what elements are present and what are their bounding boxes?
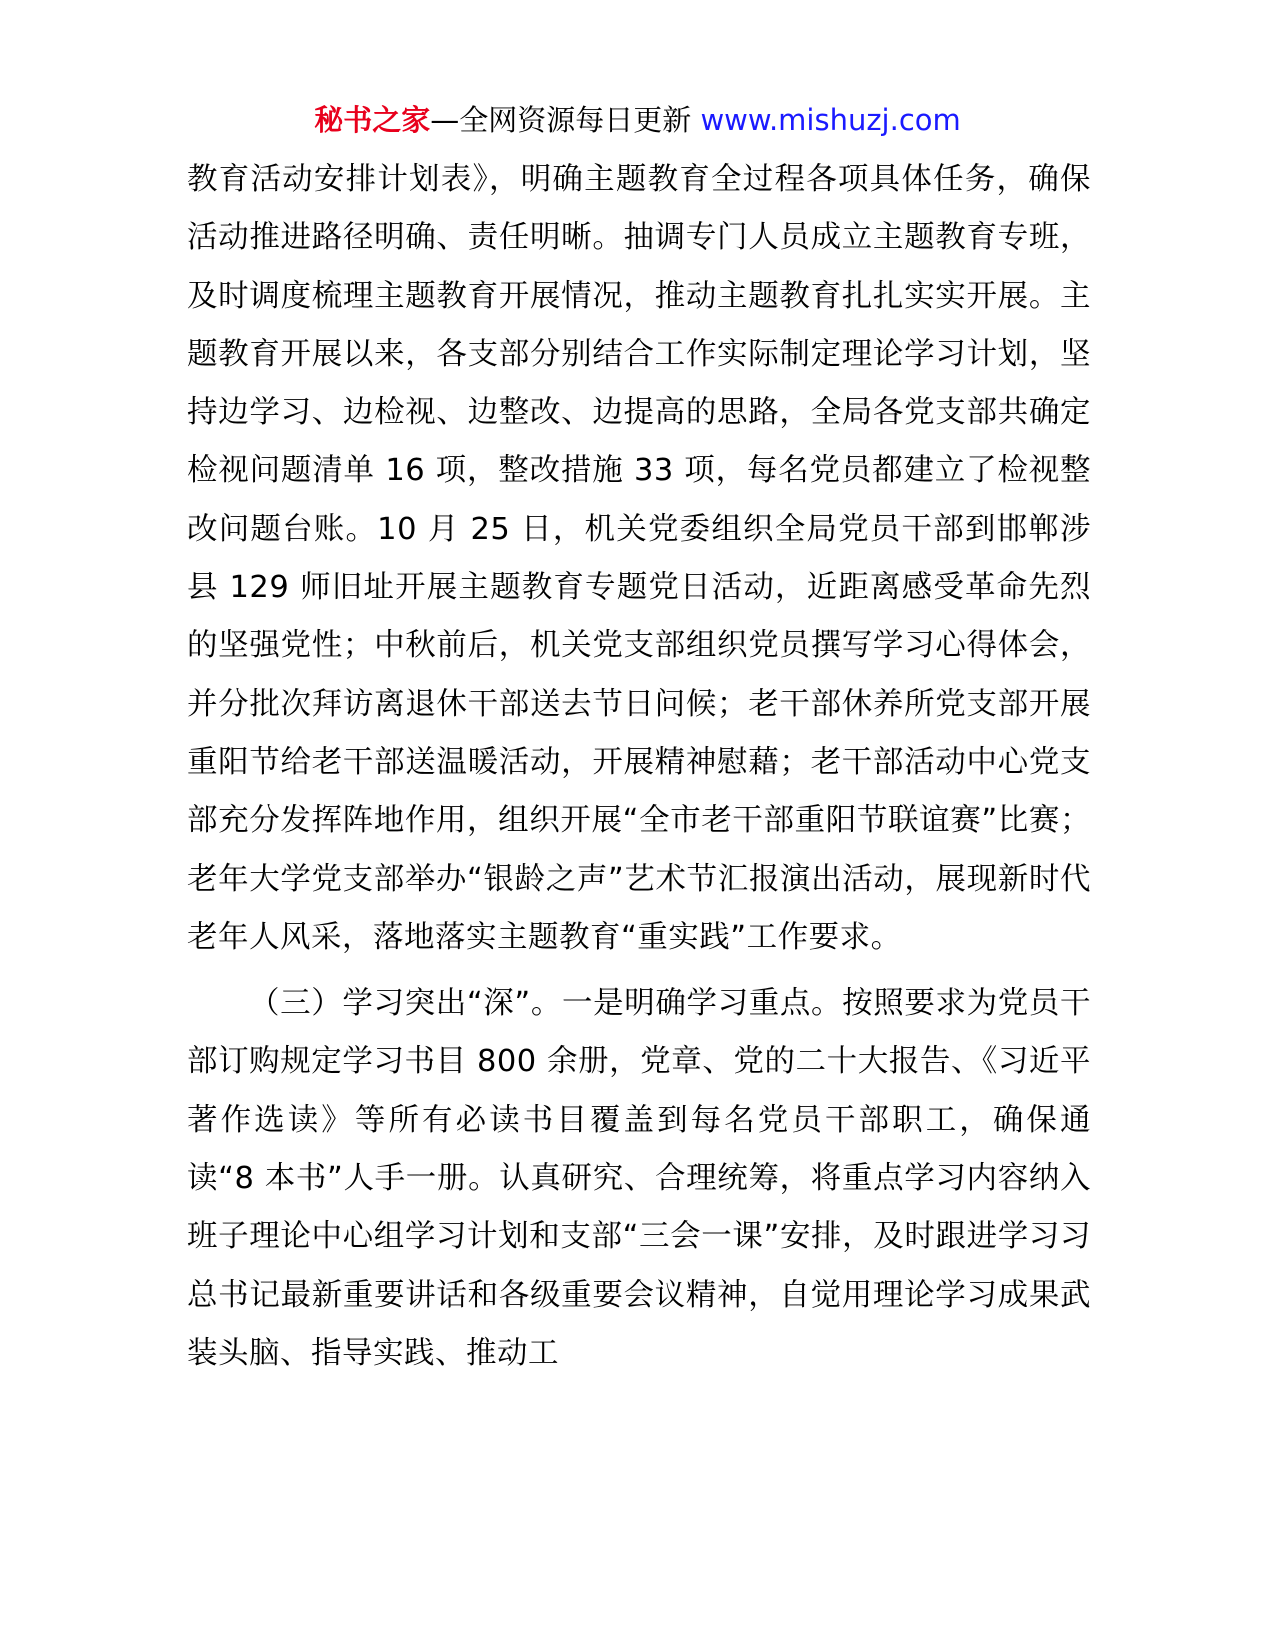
site-brand: 秘书之家 [314,103,431,137]
site-url: www.mishuzj.com [700,103,961,137]
site-tagline: —全网资源每日更新 [430,103,692,137]
body-paragraph: （三）学习突出“深”。一是明确学习重点。按照要求为党员干部订购规定学习书目 800 余册，党章、党的二十大报告、《习近平著作选读》等所有必读书目覆盖到每名党员干部职工，确保通读“8 本书”人手一册。认真研究、合理统筹，将重点学习内容纳入班子理论中心组学习计划和支部“三会一课”安排，及时跟进学习习总书记最新重要讲话和各级重要会议精神，自觉用理论学习成果武装头脑、指导实践、推动工 [187,986,1091,1371]
body-paragraph: 教育活动安排计划表》，明确主题教育全过程各项具体任务，确保活动推进路径明确、责任明晰。抽调专门人员成立主题教育专班，及时调度梳理主题教育开展情况，推动主题教育扎扎实实开展。主题教育开展以来，各支部分别结合工作实际制定理论学习计划，坚持边学习、边检视、边整改、边提高的思路，全局各党支部共确定检视问题清单 16 项，整改措施 33 项，每名党员都建立了检视整改问题台账。10 月 25 日，机关党委组织全局党员干部到邯郸涉县 129 师旧址开展主题教育专题党日活动，近距离感受革命先烈的坚强党性；中秋前后，机关党支部组织党员撰写学习心得体会，并分批次拜访离退休干部送去节日问候；老干部休养所党支部开展重阳节给老干部送温暖活动，开展精神慰藉；老干部活动中心党支部充分发挥阵地作用，组织开展“全市老干部重阳节联谊赛”比赛；老年大学党支部举办“银龄之声”艺术节汇报演出活动，展现新时代老年人风采，落地落实主题教育“重实践”工作要求。 [187,162,1091,955]
document-body [187,151,1091,1383]
site-watermark-header [0,100,1275,140]
